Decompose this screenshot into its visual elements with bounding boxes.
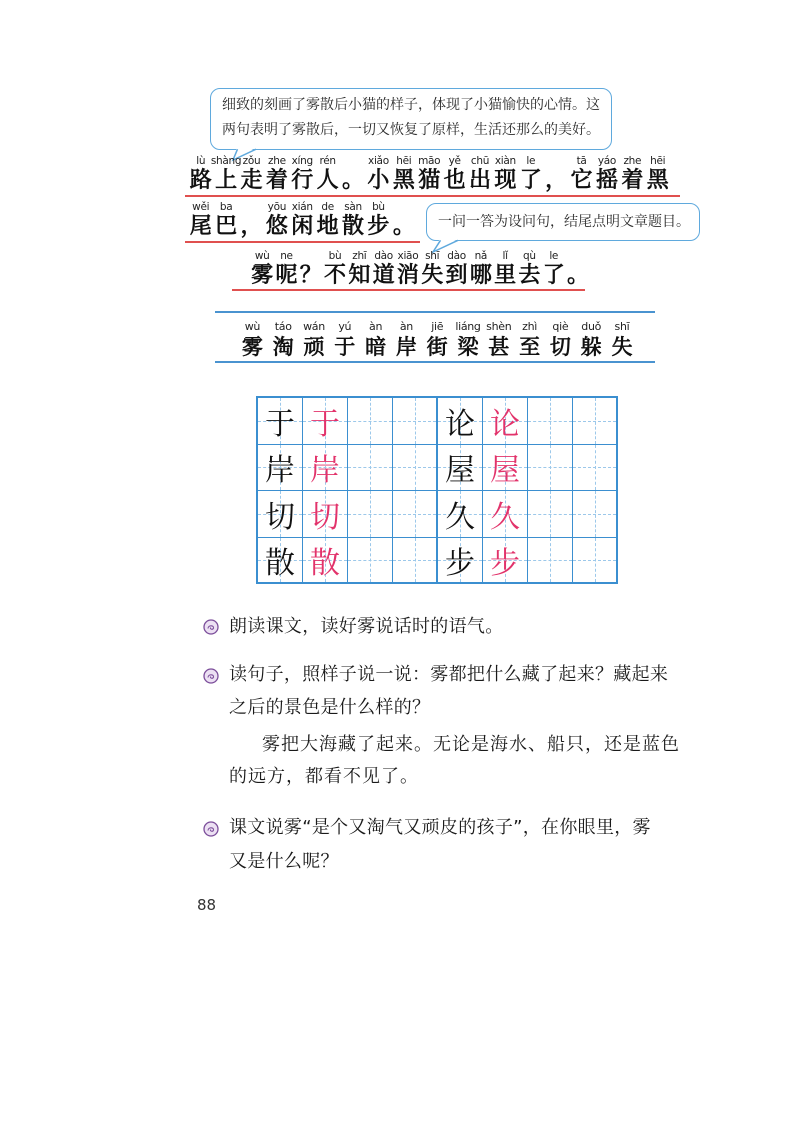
pinyin-syllable: lǐ [502, 250, 508, 262]
grid-cell-trace [303, 398, 348, 445]
vocab-char-cell [576, 320, 607, 360]
grid-cell-trace [483, 538, 528, 585]
pinyin-syllable: jiē [431, 320, 444, 333]
model-character: 论 [445, 406, 475, 442]
pinyin-syllable: zhì [522, 320, 538, 333]
passage-char-cell [366, 200, 391, 240]
pinyin-syllable: shī [425, 250, 440, 262]
annotation-text: 细致的刻画了雾散后小猫的样子，体现了小猫愉快的心情。这 [222, 97, 600, 113]
passage-char-cell [299, 249, 323, 289]
hanzi-character: 暗 [365, 335, 387, 359]
pinyin-syllable: xiǎo [368, 155, 389, 167]
hanzi-character: 切 [549, 335, 571, 359]
passage-line [188, 154, 670, 194]
tracing-character: 久 [490, 499, 520, 535]
pinyin-syllable: ba [219, 201, 233, 213]
passage-char-cell [188, 200, 213, 240]
pinyin-syllable: shàng [210, 155, 242, 167]
passage-char-cell [340, 154, 365, 194]
passage-char-cell [371, 249, 395, 289]
red-underline [232, 289, 585, 291]
vocab-char-cell [237, 320, 268, 360]
pinyin-syllable: zǒu [242, 155, 261, 167]
vocab-char-cell [391, 320, 422, 360]
pinyin-syllable: qiè [552, 320, 569, 333]
passage-char-cell [239, 154, 264, 194]
hanzi-character: 。 [342, 168, 365, 193]
hanzi-character: 顽 [303, 335, 325, 359]
pinyin-syllable: qù [523, 250, 536, 262]
pinyin-syllable: xíng [291, 155, 313, 167]
hanzi-character: 黑 [392, 168, 415, 193]
passage-char-cell [188, 154, 213, 194]
vocab-char-cell [268, 320, 299, 360]
hanzi-character: 路 [189, 168, 212, 193]
pinyin-syllable: wù [244, 320, 261, 333]
hanzi-character: 了 [542, 263, 565, 288]
hanzi-character: 它 [570, 168, 593, 193]
passage-char-cell [469, 249, 493, 289]
grid-cell-trace [483, 445, 528, 492]
red-underline [185, 195, 680, 197]
passage-line [250, 249, 590, 289]
grid-cell-blank [393, 445, 438, 492]
passage-char-cell [467, 154, 492, 194]
vocab-char-cell [360, 320, 391, 360]
pinyin-syllable: hēi [650, 155, 666, 167]
grid-cell-blank [348, 538, 393, 585]
pinyin-syllable: bù [372, 201, 385, 213]
pinyin-syllable: tā [576, 155, 587, 167]
pinyin-syllable: bù [328, 250, 342, 262]
passage-char-cell [543, 154, 568, 194]
pinyin-syllable: duǒ [581, 320, 602, 333]
hanzi-character: 里 [494, 263, 517, 288]
passage-char-cell [444, 249, 468, 289]
grid-cell-model [258, 491, 303, 538]
flower-bullet-icon [203, 619, 219, 635]
grid-cell-blank [393, 538, 438, 585]
tracing-character: 屋 [490, 453, 520, 489]
passage-char-cell [366, 154, 391, 194]
pinyin-syllable: shī [614, 320, 630, 333]
grid-cell-model [438, 445, 483, 492]
passage-char-cell [315, 200, 340, 240]
grid-cell-blank [528, 538, 573, 585]
grid-cell-blank [573, 445, 618, 492]
vocab-char-cell [299, 320, 330, 360]
pinyin-syllable: yú [338, 320, 352, 333]
pinyin-syllable: shèn [486, 320, 512, 333]
grid-cell-blank [393, 491, 438, 538]
pinyin-syllable: wěi [192, 201, 210, 213]
hanzi-character: 道 [372, 263, 395, 288]
tracing-character: 于 [310, 406, 340, 442]
model-character: 步 [445, 545, 475, 581]
hanzi-character: ， [545, 168, 568, 193]
hanzi-character: 梁 [457, 335, 479, 359]
grid-cell-blank [573, 538, 618, 585]
passage-char-cell [493, 154, 518, 194]
hanzi-character: 人 [316, 168, 339, 193]
hanzi-character: ？ [299, 263, 322, 288]
passage-char-cell [264, 200, 289, 240]
grid-cell-trace [303, 445, 348, 492]
red-underline [185, 241, 420, 243]
hanzi-character: 去 [518, 263, 541, 288]
model-character: 久 [445, 499, 475, 535]
grid-cell-blank [348, 491, 393, 538]
pinyin-syllable: zhī [352, 250, 367, 262]
passage-char-cell [239, 200, 264, 240]
passage-char-cell [493, 249, 517, 289]
annotation-text: 两句表明了雾散后，一切又恢复了原样，生活还那么的美好。 [222, 122, 600, 138]
hanzi-character: 消 [396, 263, 419, 288]
hanzi-character: 也 [443, 168, 466, 193]
passage-char-cell [442, 154, 467, 194]
pinyin-syllable: xiàn [494, 155, 516, 167]
passage-char-cell [347, 249, 371, 289]
vocab-char-cell [545, 320, 576, 360]
hanzi-character: 闲 [291, 214, 314, 239]
hanzi-character: 街 [426, 335, 448, 359]
passage-char-cell [274, 249, 298, 289]
exercise-text: 又是什么呢？ [229, 851, 339, 872]
flower-bullet-icon [203, 821, 219, 837]
pinyin-syllable: nǎ [474, 250, 488, 262]
hanzi-character: 摇 [595, 168, 618, 193]
pinyin-syllable: sàn [344, 201, 362, 213]
tracing-character: 步 [490, 545, 520, 581]
passage-char-cell [391, 200, 416, 240]
hanzi-character: 甚 [488, 335, 510, 359]
example-sentence: 的远方，都看不见了。 [229, 766, 419, 787]
hanzi-character: 出 [468, 168, 491, 193]
exercise-text: 课文说雾“是个又淘气又顽皮的孩子”，在你眼里，雾 [229, 817, 651, 838]
vocab-char-cell [483, 320, 514, 360]
grid-cell-trace [483, 398, 528, 445]
hanzi-character: 小 [367, 168, 390, 193]
pinyin-syllable: yáo [597, 155, 617, 167]
passage-char-cell [566, 249, 590, 289]
pinyin-syllable: dào [447, 250, 466, 262]
passage-char-cell [213, 200, 238, 240]
hanzi-character: 。 [567, 263, 590, 288]
passage-char-cell [645, 154, 670, 194]
pinyin-syllable: zhe [268, 155, 286, 167]
pinyin-syllable: yōu [267, 201, 287, 213]
hanzi-character: 知 [348, 263, 371, 288]
hanzi-character: 雾 [241, 335, 263, 359]
passage-char-cell [315, 154, 340, 194]
hanzi-character: 失 [421, 263, 444, 288]
vocab-char-cell [607, 320, 638, 360]
hanzi-character: 到 [445, 263, 468, 288]
passage-char-cell [391, 154, 416, 194]
passage-char-cell [518, 154, 543, 194]
hanzi-character: 于 [334, 335, 356, 359]
passage-char-cell [569, 154, 594, 194]
hanzi-character: 呢 [275, 263, 298, 288]
hanzi-character: 尾 [189, 214, 212, 239]
hanzi-character: 着 [621, 168, 644, 193]
grid-cell-model [258, 445, 303, 492]
tracing-character: 岸 [310, 453, 340, 489]
grid-cell-blank [348, 398, 393, 445]
pinyin-syllable: táo [274, 320, 292, 333]
page-number: 88 [197, 896, 217, 914]
pinyin-syllable: chū [470, 155, 490, 167]
pinyin-syllable: hēi [396, 155, 412, 167]
hanzi-character: 猫 [418, 168, 441, 193]
grid-cell-blank [528, 398, 573, 445]
grid-cell-trace [303, 538, 348, 585]
hanzi-character: 。 [392, 214, 415, 239]
pinyin-syllable: àn [399, 320, 413, 333]
passage-char-cell [250, 249, 274, 289]
annotation-text: 一问一答为设问句，结尾点明文章题目。 [438, 214, 690, 230]
vocab-char-cell [422, 320, 453, 360]
passage-char-cell [417, 154, 442, 194]
passage-char-cell [420, 249, 444, 289]
hanzi-character: 着 [265, 168, 288, 193]
hanzi-character: 岸 [395, 335, 417, 359]
grid-cell-trace [303, 491, 348, 538]
grid-cell-model [258, 398, 303, 445]
hanzi-character: 躲 [580, 335, 602, 359]
pinyin-syllable: wù [254, 250, 270, 262]
hanzi-character: 不 [324, 263, 347, 288]
example-sentence: 雾把大海藏了起来。无论是海水、船只，还是蓝色 [262, 734, 680, 755]
exercise-text: 朗读课文，读好雾说话时的语气。 [229, 616, 504, 637]
pinyin-syllable: le [549, 250, 559, 262]
hanzi-character: 了 [519, 168, 542, 193]
vocabulary-list [237, 320, 637, 360]
passage-char-cell [290, 200, 315, 240]
grid-cell-blank [528, 445, 573, 492]
hanzi-character: 失 [611, 335, 633, 359]
vocab-char-cell [514, 320, 545, 360]
grid-cell-model [438, 491, 483, 538]
passage-char-cell [210, 154, 242, 194]
exercise-text: 之后的景色是什么样的？ [229, 697, 431, 718]
hanzi-character: 现 [494, 168, 517, 193]
pinyin-syllable: wán [303, 320, 325, 333]
hanzi-character: 步 [367, 214, 390, 239]
hanzi-character: 巴 [215, 214, 238, 239]
passage-char-cell [542, 249, 566, 289]
hanzi-character: 走 [240, 168, 263, 193]
model-character: 岸 [265, 453, 295, 489]
passage-line [188, 200, 417, 240]
hanzi-character: 黑 [646, 168, 669, 193]
hanzi-character: 上 [215, 168, 238, 193]
grid-cell-blank [393, 398, 438, 445]
grid-cell-model [438, 538, 483, 585]
pinyin-syllable: yě [448, 155, 461, 167]
pinyin-syllable: lù [196, 155, 206, 167]
hanzi-character: 至 [519, 335, 541, 359]
passage-char-cell [396, 249, 420, 289]
passage-char-cell [290, 154, 315, 194]
hanzi-character: 淘 [272, 335, 294, 359]
pinyin-syllable: liáng [455, 320, 481, 333]
vocab-band-bottom-line [215, 361, 655, 363]
model-character: 于 [265, 406, 295, 442]
tracing-character: 散 [310, 545, 340, 581]
hanzi-character: ， [240, 214, 263, 239]
vocab-band-top-line [215, 311, 655, 313]
grid-cell-blank [348, 445, 393, 492]
pinyin-syllable: māo [418, 155, 441, 167]
passage-char-cell [323, 249, 347, 289]
hanzi-character: 地 [316, 214, 339, 239]
grid-cell-model [258, 538, 303, 585]
grid-cell-blank [573, 491, 618, 538]
grid-cell-blank [528, 491, 573, 538]
tracing-character: 切 [310, 499, 340, 535]
vocab-char-cell [453, 320, 484, 360]
model-character: 切 [265, 499, 295, 535]
tracing-character: 论 [490, 406, 520, 442]
grid-cell-blank [573, 398, 618, 445]
model-character: 屋 [445, 453, 475, 489]
grid-cell-model [438, 398, 483, 445]
pinyin-syllable: àn [369, 320, 383, 333]
pinyin-syllable: le [526, 155, 536, 167]
hanzi-character: 雾 [251, 263, 274, 288]
passage-char-cell [620, 154, 645, 194]
hanzi-character: 悠 [265, 214, 288, 239]
writing-practice-grid [256, 396, 618, 584]
pinyin-syllable: xián [291, 201, 313, 213]
pinyin-syllable: xiāo [397, 250, 419, 262]
passage-char-cell [517, 249, 541, 289]
passage-char-cell [594, 154, 619, 194]
pinyin-syllable: dào [374, 250, 393, 262]
pinyin-syllable: de [321, 201, 334, 213]
pinyin-syllable: rén [319, 155, 336, 167]
flower-bullet-icon [203, 668, 219, 684]
hanzi-character: 散 [342, 214, 365, 239]
model-character: 散 [265, 545, 295, 581]
hanzi-character: 行 [291, 168, 314, 193]
pinyin-syllable: zhe [623, 155, 642, 167]
hanzi-character: 哪 [469, 263, 492, 288]
grid-cell-trace [483, 491, 528, 538]
vocab-char-cell [329, 320, 360, 360]
pinyin-syllable: ne [280, 250, 293, 262]
exercise-text: 读句子，照样子说一说：雾都把什么藏了起来？藏起来 [229, 664, 669, 685]
passage-char-cell [340, 200, 365, 240]
passage-char-cell [264, 154, 289, 194]
